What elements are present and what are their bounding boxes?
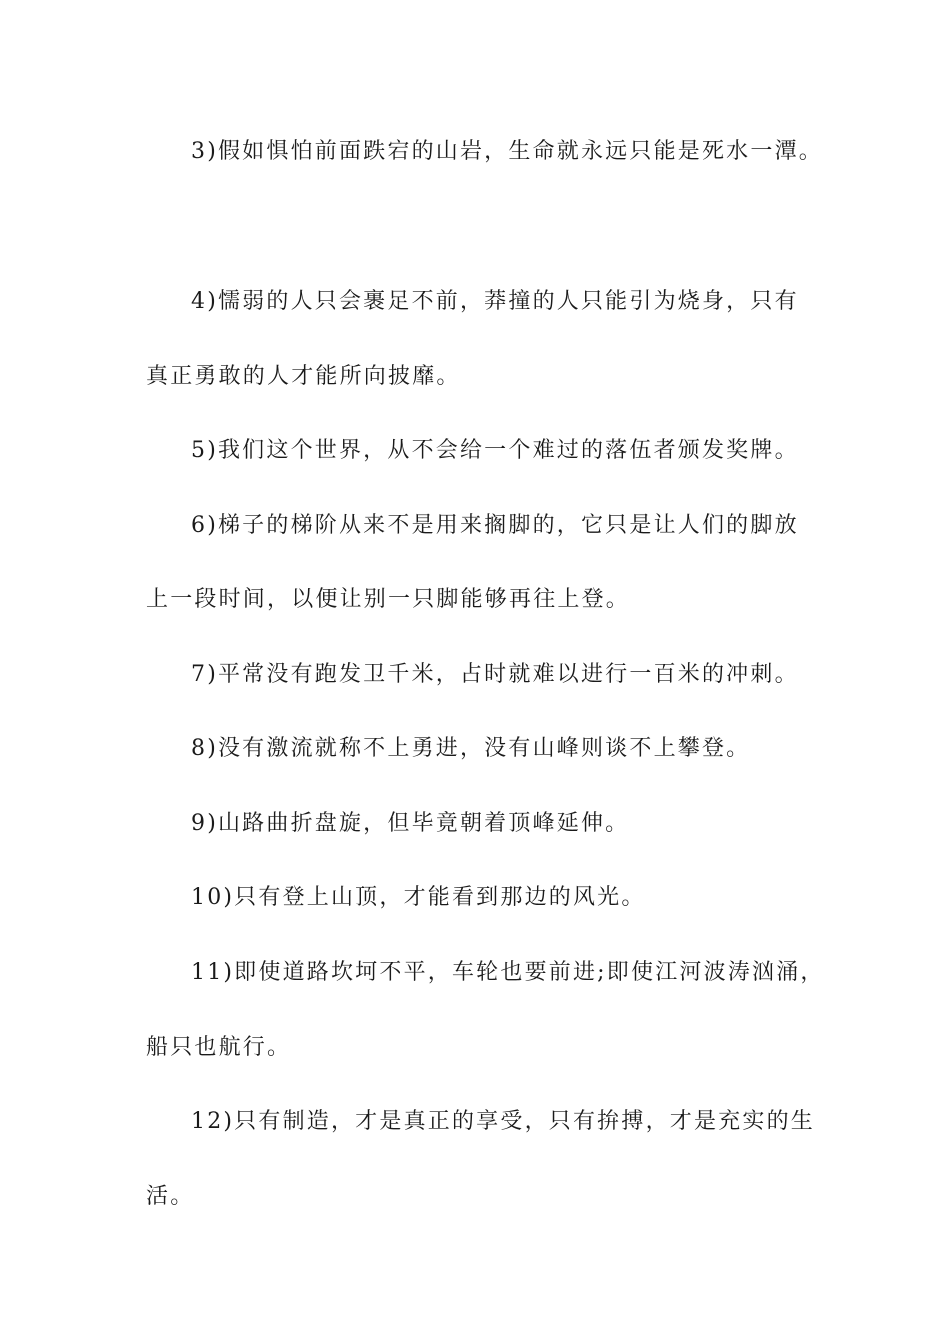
text-line-5: 5)我们这个世界，从不会给一个难过的落伍者颁发奖牌。 (191, 438, 799, 463)
text-line-8: 8)没有激流就称不上勇进，没有山峰则谈不上攀登。 (191, 736, 751, 761)
text-line-4b: 真正勇敢的人才能所向披靡。 (146, 364, 461, 389)
text-line-9: 9)山路曲折盘旋，但毕竟朝着顶峰延伸。 (191, 811, 630, 836)
text-line-11b: 船只也航行。 (146, 1035, 292, 1060)
text-line-11a: 11)即使道路坎坷不平，车轮也要前进;即使江河波涛汹涌， (191, 960, 825, 985)
text-line-12b: 活。 (146, 1184, 195, 1209)
text-line-12a: 12)只有制造，才是真正的享受，只有拚搏，才是充实的生 (191, 1109, 815, 1134)
text-line-6a: 6)梯子的梯阶从来不是用来搁脚的，它只是让人们的脚放 (191, 513, 799, 538)
text-line-3: 3)假如惧怕前面跌宕的山岩，生命就永远只能是死水一潭。 (191, 139, 823, 164)
text-line-7: 7)平常没有跑发卫千米，占时就难以进行一百米的冲刺。 (191, 662, 799, 687)
text-line-4a: 4)懦弱的人只会裹足不前，莽撞的人只能引为烧身，只有 (191, 289, 799, 314)
text-line-6b: 上一段时间，以便让别一只脚能够再往上登。 (146, 587, 631, 612)
text-line-10: 10)只有登上山顶，才能看到那边的风光。 (191, 885, 646, 910)
